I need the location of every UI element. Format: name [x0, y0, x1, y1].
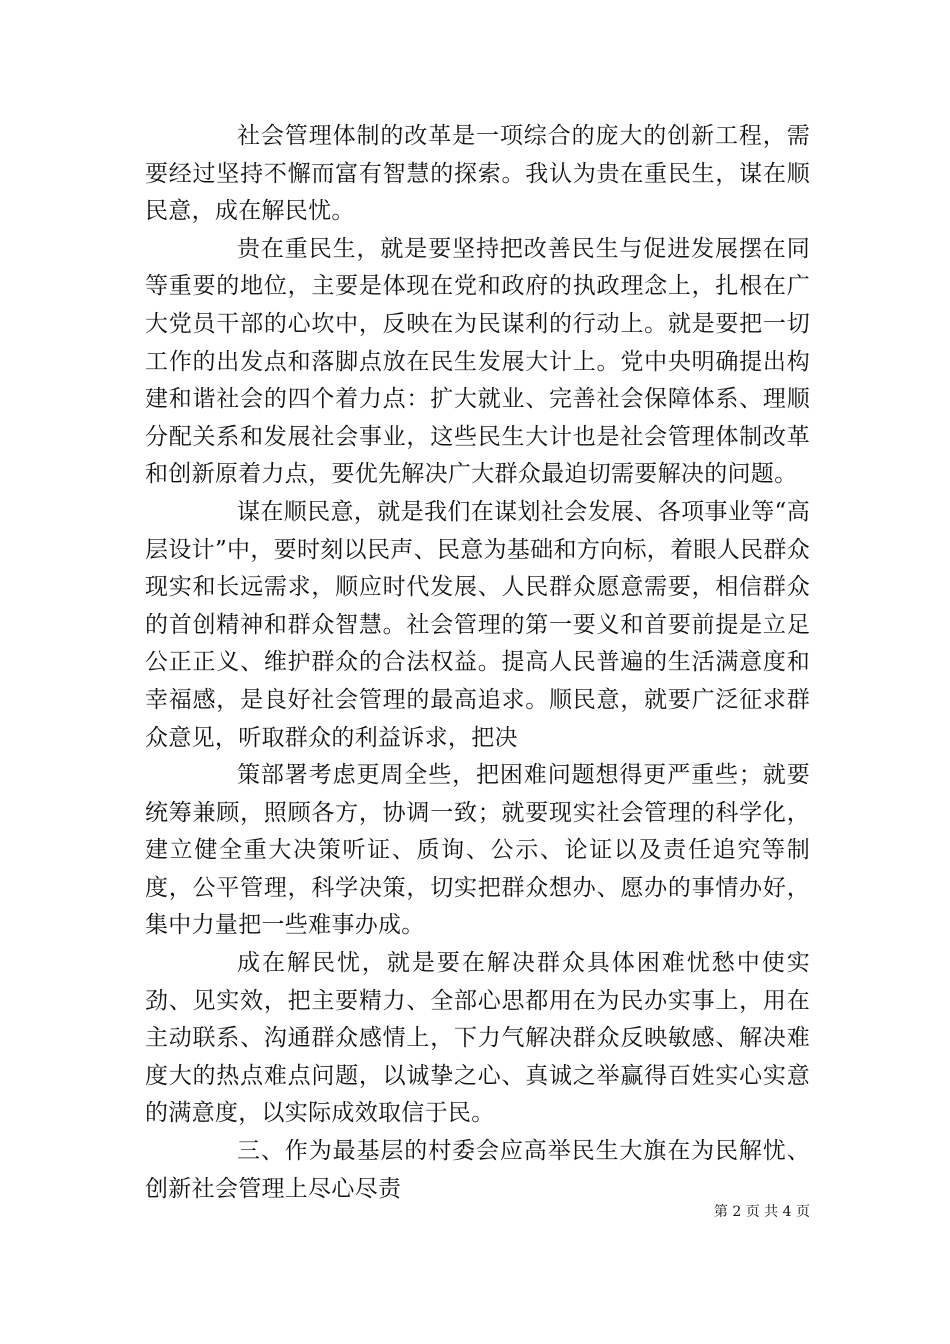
document-body	[145, 118, 810, 1208]
paragraph-public-opinion: 谋在顺民意，就是我们在谋划社会发展、各项事业等“高层设计”中，要时刻以民声、民意为基础和方向标，着眼人民群众现实和长远需求，顺应时代发展、人民群众愿意需要，相信群众的首创精神和群众智慧。社会管理的第一要义和首要前提是立足公正正义、维护群众的合法权益。提高人民普遍的生活满意度和幸福感，是良好社会管理的最高追求。顺民意，就要广泛征求群众意见，听取群众的利益诉求，把决	[145, 498, 810, 751]
paragraph-people-livelihood: 贵在重民生，就是要坚持把改善民生与促进发展摆在同等重要的地位，主要是体现在党和政府的执政理念上，扎根在广大党员干部的心坎中，反映在为民谋利的行动上。就是要把一切工作的出发点和落脚点放在民生发展大计上。党中央明确提出构建和谐社会的四个着力点：扩大就业、完善社会保障体系、理顺分配关系和发展社会事业，这些民生大计也是社会管理体制改革和创新原着力点，要优先解决广大群众最迫切需要解决的问题。	[145, 235, 810, 488]
paragraph-decision-making: 策部署考虑更周全些，把困难问题想得更严重些；就要统筹兼顾，照顾各方，协调一致；就要现实社会管理的科学化，建立健全重大决策听证、质询、公示、论证以及责任追究等制度，公平管理，科学决策，切实把群众想办、愿办的事情办好，集中力量把一些难事办成。	[145, 762, 810, 939]
section-heading-three: 三、作为最基层的村委会应高举民生大旗在为民解忧、创新社会管理上尽心尽责	[145, 1138, 810, 1202]
page-number-footer: 第 2 页 共 4 页	[713, 1204, 810, 1220]
paragraph-intro: 社会管理体制的改革是一项综合的庞大的创新工程，需要经过坚持不懈而富有智慧的探索。我认为贵在重民生，谋在顺民意，成在解民忧。	[145, 123, 810, 225]
paragraph-relieve-worries: 成在解民忧，就是要在解决群众具体困难忧愁中使实劲、见实效，把主要精力、全部心思都用在为民办实事上，用在主动联系、沟通群众感情上，下力气解决群众反映敏感、解决难度大的热点难点问题，以诚挚之心、真诚之举赢得百姓实心实意的满意度，以实际成效取信于民。	[145, 950, 810, 1127]
